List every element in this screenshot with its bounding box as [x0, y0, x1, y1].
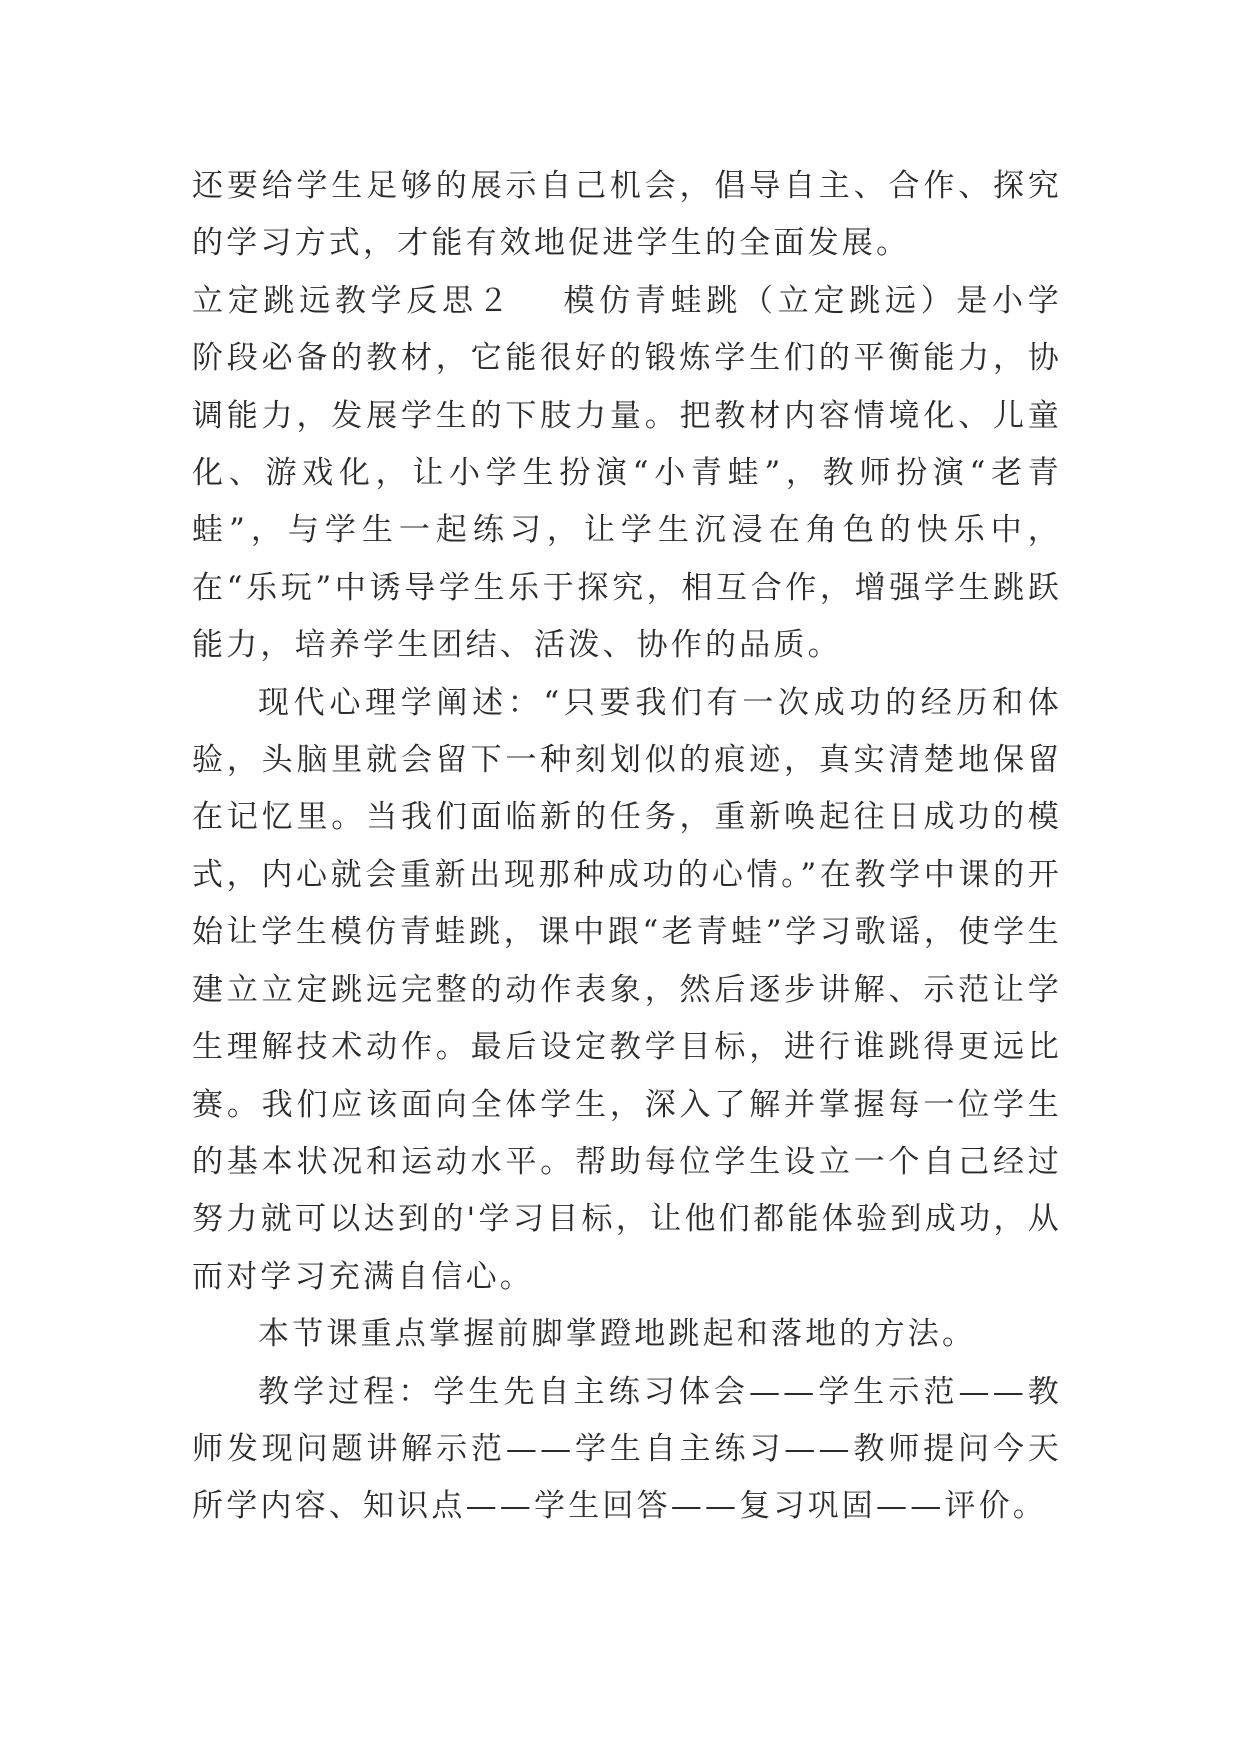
paragraph-text: 还要给学生足够的展示自己机会，倡导自主、合作、探究的学习方式，才能有效地促进学生的全面发展。	[192, 168, 1062, 262]
paragraph-section-2	[192, 273, 1062, 675]
paragraph-continuation	[192, 158, 1062, 273]
section-heading: 立定跳远教学反思２	[192, 282, 514, 319]
paragraph-teaching-process	[192, 1364, 1062, 1536]
paragraph-key-point	[192, 1306, 1062, 1363]
paragraph-text: 现代心理学阐述：“只要我们有一次成功的经历和体验，头脑里就会留下一种刻划似的痕迹，真实清楚地保留在记忆里。当我们面临新的任务，重新唤起往日成功的模式，内心就会重新出现那种成功的心情。”在教学中课的开始让学生模仿青蛙跳，课中跟“老青蛙”学习歌谣，使学生建立立定跳远完整的动作表象，然后逐步讲解、示范让学生理解技术动作。最后设定教学目标，进行谁跳得更远比赛。我们应该面向全体学生，深入了解并掌握每一位学生的基本状况和运动水平。帮助每位学生设立一个自己经过努力就可以达到的'学习目标，让他们都能体验到成功，从而对学习充满自信心。	[192, 684, 1062, 1295]
paragraph-psychology	[192, 675, 1062, 1306]
paragraph-text: 模仿青蛙跳（立定跳远）是小学阶段必备的教材，它能很好的锻炼学生们的平衡能力，协调能力，发展学生的下肢力量。把教材内容情境化、儿童化、游戏化，让小学生扮演“小青蛙”，教师扮演“老青蛙”，与学生一起练习，让学生沉浸在角色的快乐中，在“乐玩”中诱导学生乐于探究，相互合作，增强学生跳跃能力，培养学生团结、活泼、协作的品质。	[192, 282, 1062, 664]
paragraph-text: 教学过程：学生先自主练习体会——学生示范——教师发现问题讲解示范——学生自主练习——教师提问今天所学内容、知识点——学生回答——复习巩固——评价。	[192, 1373, 1062, 1525]
document-body	[192, 158, 1062, 1536]
paragraph-text: 本节课重点掌握前脚掌蹬地跳起和落地的方法。	[258, 1316, 977, 1353]
